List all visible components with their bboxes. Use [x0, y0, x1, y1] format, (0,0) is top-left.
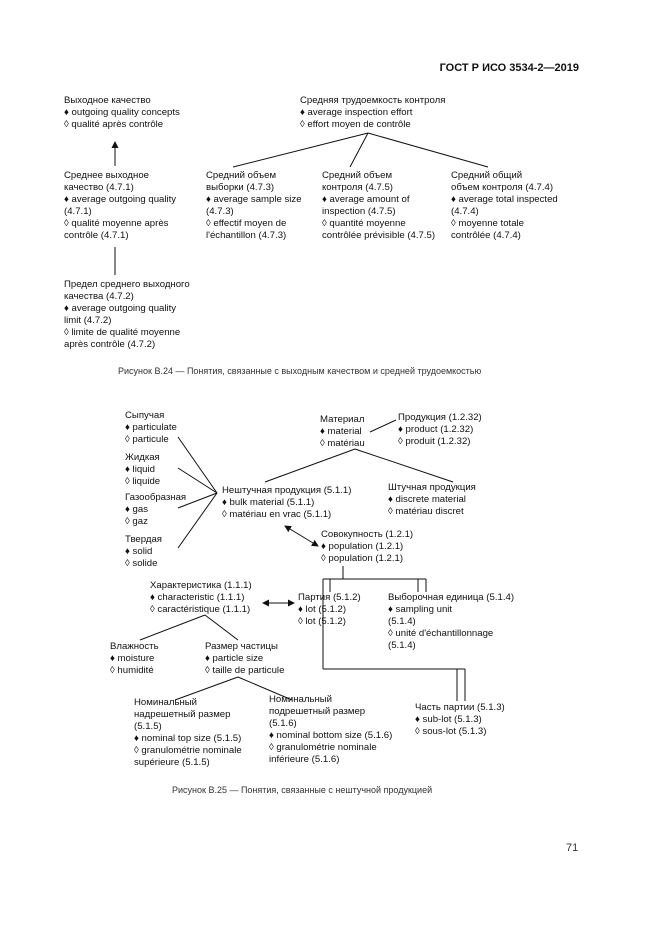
node-average-total-inspected [451, 170, 558, 242]
node-line: Выходное качество [64, 95, 151, 106]
node-particulate [125, 410, 177, 446]
figure-b24-caption: Рисунок B.24 — Понятия, связанные с выходным качеством и средней трудоемкостью [118, 366, 482, 376]
node-line: ◊ effectif moyen de [206, 218, 287, 229]
node-line: ♦ solid [125, 546, 153, 557]
node-line: Жидкая [125, 452, 160, 463]
node-line: ♦ gas [125, 504, 149, 515]
node-line: подрешетный размер [269, 706, 366, 717]
node-line: (4.7.4) [451, 206, 479, 217]
node-line: contrôlée (4.7.4) [451, 230, 521, 241]
node-lot [298, 592, 361, 628]
node-line: ◊ qualité moyenne après [64, 218, 169, 229]
node-line: Номинальный [134, 697, 198, 708]
node-line: ♦ characteristic (1.1.1) [150, 592, 245, 603]
node-particle-size [205, 641, 284, 677]
node-line: объем контроля (4.7.4) [451, 182, 554, 193]
node-line: (5.1.5) [134, 721, 162, 732]
node-line: ♦ sampling unit [388, 604, 453, 615]
node-line: l'échantillon (4.7.3) [206, 230, 287, 241]
node-line: ♦ product (1.2.32) [398, 424, 474, 435]
node-bulk-material [222, 485, 351, 521]
node-line: après contrôle (4.7.2) [64, 339, 156, 350]
node-line: ♦ average outgoing quality [64, 194, 177, 205]
node-line: Влажность [110, 641, 159, 652]
node-characteristic [150, 580, 252, 616]
node-line: ♦ bulk material (5.1.1) [222, 497, 315, 508]
node-aoq-limit [64, 279, 190, 351]
node-line: ◊ matériau discret [388, 506, 464, 517]
node-line: выборки (4.7.3) [206, 182, 275, 193]
node-line: ◊ effort moyen de contrôle [300, 119, 411, 130]
b25-link-particulate [178, 437, 217, 493]
node-line: ◊ matériau en vrac (5.1.1) [222, 509, 332, 520]
node-sampling-unit [388, 592, 514, 652]
node-line: Партия (5.1.2) [298, 592, 361, 603]
node-line: ◊ limite de qualité moyenne [64, 327, 181, 338]
b25-link-material-product [370, 420, 396, 432]
node-line: Средний объем [206, 170, 277, 181]
node-line: Штучная продукция [388, 482, 476, 493]
node-line: ♦ moisture [110, 653, 155, 664]
node-gas [125, 492, 186, 528]
node-line: Средняя трудоемкость контроля [300, 95, 446, 106]
standard-header: ГОСТ Р ИСО 3534-2—2019 [439, 62, 579, 74]
b25-link-char-to-moisture [140, 615, 205, 640]
node-line: ◊ solide [125, 558, 158, 569]
node-line: Сыпучая [125, 410, 165, 421]
node-line: ♦ average total inspected [451, 194, 558, 205]
node-line: ◊ liquide [125, 476, 161, 487]
node-line: (5.1.4) [388, 640, 416, 651]
node-average-outgoing-quality [64, 170, 176, 242]
node-line: ♦ particulate [125, 422, 177, 433]
node-line: Характеристика (1.1.1) [150, 580, 252, 591]
node-line: ◊ sous-lot (5.1.3) [415, 726, 487, 737]
node-line: ◊ caractéristique (1.1.1) [150, 604, 251, 615]
node-line: ♦ average inspection effort [300, 107, 413, 118]
node-population [321, 529, 413, 565]
node-line: ◊ quantité moyenne [322, 218, 406, 229]
node-line: Средний общий [451, 170, 523, 181]
node-line: ◊ particule [125, 434, 169, 445]
node-line: inférieure (5.1.6) [269, 754, 340, 765]
node-line: контроля (4.7.5) [322, 182, 393, 193]
node-line: ♦ liquid [125, 464, 155, 475]
node-line: ♦ particle size [205, 653, 264, 664]
node-line: ◊ lot (5.1.2) [298, 616, 346, 627]
node-line: supérieure (5.1.5) [134, 757, 210, 768]
b24-link-effort-to-sample [233, 133, 368, 167]
node-average-inspection-effort [300, 95, 445, 131]
node-line: (4.7.1) [64, 206, 92, 217]
node-outgoing-quality [64, 95, 180, 131]
node-line: ♦ average sample size [206, 194, 302, 205]
node-line: надрешетный размер [134, 709, 231, 720]
node-line: contrôlée prévisible (4.7.5) [322, 230, 436, 241]
node-line: Совокупность (1.2.1) [321, 529, 414, 540]
node-average-amount-of-inspection [322, 170, 435, 242]
node-line: ◊ moyenne totale [451, 218, 525, 229]
node-line: Номинальный [269, 694, 333, 705]
node-nominal-top-size [134, 697, 242, 769]
node-line: ◊ unité d'échantillonnage [388, 628, 494, 639]
node-line: ◊ produit (1.2.32) [398, 436, 471, 447]
b25-link-liquid [178, 468, 217, 493]
node-line: ◊ population (1.2.1) [321, 553, 404, 564]
b25-link-material-to-discrete [355, 449, 453, 482]
node-liquid [125, 452, 160, 488]
node-line: inspection (4.7.5) [322, 206, 396, 217]
node-line: Среднее выходное [64, 170, 149, 181]
b25-link-material-to-bulk [265, 449, 355, 482]
node-line: ◊ granulométrie nominale [269, 742, 377, 753]
node-material [320, 414, 365, 450]
node-line: Размер частицы [205, 641, 278, 652]
node-line: ♦ nominal bottom size (5.1.6) [269, 730, 393, 741]
node-nominal-bottom-size [269, 694, 392, 766]
node-line: ◊ gaz [125, 516, 148, 527]
b25-link-char-to-size [205, 615, 238, 640]
node-line: ♦ nominal top size (5.1.5) [134, 733, 242, 744]
node-line: качество (4.7.1) [64, 182, 134, 193]
node-line: ♦ average amount of [322, 194, 410, 205]
node-line: Предел среднего выходного [64, 279, 190, 290]
node-line: Газообразная [125, 492, 187, 503]
node-line: ♦ population (1.2.1) [321, 541, 404, 552]
node-solid [125, 534, 162, 570]
node-line: качества (4.7.2) [64, 291, 134, 302]
node-sub-lot [415, 702, 505, 738]
node-line: Продукция (1.2.32) [398, 412, 482, 423]
node-average-sample-size [206, 170, 302, 242]
node-moisture [110, 641, 159, 677]
b25-link-bulk-population [285, 526, 318, 546]
b24-link-effort-to-amount [350, 133, 368, 167]
node-product [398, 412, 482, 448]
node-line: (5.1.6) [269, 718, 297, 729]
node-line: (4.7.3) [206, 206, 234, 217]
node-line: Твердая [125, 534, 163, 545]
node-discrete-material [388, 482, 476, 518]
node-line: Часть партии (5.1.3) [415, 702, 505, 713]
b24-link-effort-to-total [368, 133, 488, 167]
node-line: Средний объем [322, 170, 393, 181]
node-line: ♦ lot (5.1.2) [298, 604, 347, 615]
node-line: ◊ taille de particule [205, 665, 285, 676]
figure-b25-caption: Рисунок B.25 — Понятия, связанные с нештучной продукцией [172, 785, 433, 795]
node-line: ◊ qualité après contrôle [64, 119, 164, 130]
node-line: ♦ outgoing quality concepts [64, 107, 180, 118]
node-line: ◊ humidité [110, 665, 154, 676]
node-line: Выборочная единица (5.1.4) [388, 592, 515, 603]
node-line: (5.1.4) [388, 616, 416, 627]
node-line: Нештучная продукция (5.1.1) [222, 485, 352, 496]
node-line: ♦ average outgoing quality [64, 303, 177, 314]
node-line: limit (4.7.2) [64, 315, 112, 326]
page-number: 71 [566, 842, 579, 854]
node-line: ◊ matériau [320, 438, 365, 449]
node-line: ◊ granulométrie nominale [134, 745, 242, 756]
node-line: Материал [320, 414, 365, 425]
node-line: contrôle (4.7.1) [64, 230, 129, 241]
node-line: ♦ discrete material [388, 494, 466, 505]
node-line: ♦ material [320, 426, 362, 437]
node-line: ♦ sub-lot (5.1.3) [415, 714, 482, 725]
